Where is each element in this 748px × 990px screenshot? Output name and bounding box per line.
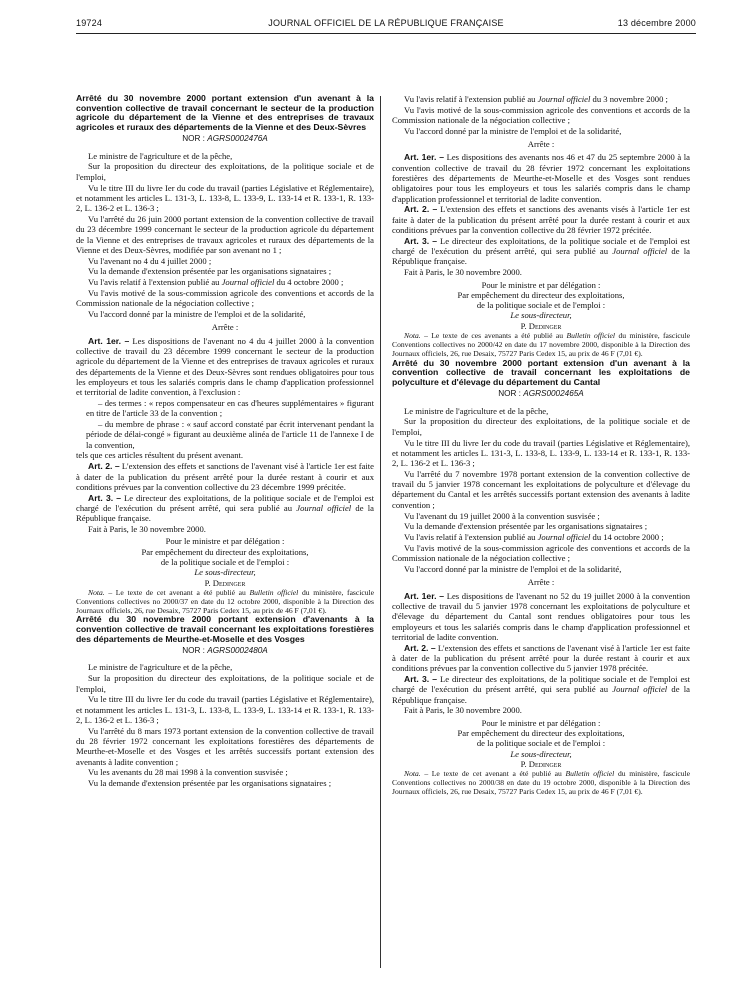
bulletin-name: Bulletin officiel bbox=[249, 587, 299, 597]
nor-label: NOR : bbox=[182, 134, 205, 144]
signatory-name: P. Dedinger bbox=[204, 577, 246, 588]
text-run: Vu l'avis relatif à l'extension publié au bbox=[404, 94, 536, 104]
text-run: Vu l'avis relatif à l'extension publié au bbox=[404, 532, 536, 543]
signed-at: Fait à Paris, le 30 novembre 2000. bbox=[404, 705, 522, 716]
paragraph: Vu le titre III du livre Ier du code du travail (parties Législative et Réglementaire), et notamment les articles L. 131-3, L. 133-8, L. 133-9, L. 133-14 et R. 133-1, R. 133-2, L. 136-2 et L. 136-3 ; bbox=[76, 694, 374, 725]
journal-name: Journal officiel bbox=[612, 246, 668, 257]
paragraph: Vu l'accord donné par la ministre de l'emploi et de la solidarité, bbox=[404, 125, 622, 136]
paragraph: tels que ces articles résultent du présent avenant. bbox=[76, 450, 244, 461]
text-run: du 14 octobre 2000 ; bbox=[592, 532, 664, 543]
arrete-heading: Arrête : bbox=[527, 139, 555, 150]
note-text: – Le texte de cet avenant a été publié au bbox=[108, 587, 246, 597]
article-1 bbox=[392, 152, 690, 203]
note-text: – Le texte de cet avenant a été publié au bbox=[424, 769, 562, 779]
paragraph: Vu l'avenant du 19 juillet 2000 à la convention susvisée ; bbox=[404, 510, 600, 521]
journal-name: Journal officiel bbox=[537, 532, 591, 543]
paragraph: Vu l'avis motivé de la sous-commission agricole des conventions et accords de la Commission nationale de la négociation collective ; bbox=[392, 104, 690, 126]
signature-line: Par empêchement du directeur des exploitations, bbox=[457, 728, 625, 739]
article-2 bbox=[76, 461, 374, 492]
journal-name: Journal officiel bbox=[537, 94, 591, 104]
signatory-title: Le sous-directeur, bbox=[510, 748, 572, 759]
text-run: du 4 octobre 2000 ; bbox=[276, 277, 344, 288]
issue-date: 13 décembre 2000 bbox=[617, 18, 696, 28]
signatory-name: P. Dedinger bbox=[520, 758, 562, 769]
signature-line: Pour le ministre et par délégation : bbox=[481, 279, 601, 290]
article-3 bbox=[392, 674, 690, 705]
arrete-meurthe-vosges bbox=[76, 615, 374, 788]
column-divider bbox=[380, 96, 381, 968]
article-3 bbox=[76, 493, 374, 524]
signature-line: Par empêchement du directeur des exploitations, bbox=[457, 289, 625, 300]
signature-line: Par empêchement du directeur des exploitations, bbox=[141, 546, 309, 557]
nor-reference bbox=[76, 646, 374, 656]
article-1 bbox=[76, 336, 374, 398]
paragraph bbox=[392, 94, 690, 104]
signature-line: Pour le ministre et par délégation : bbox=[165, 536, 285, 547]
signature-line: de la politique sociale et de l'emploi : bbox=[476, 300, 606, 311]
paragraph: Le ministre de l'agriculture et de la pêche, bbox=[404, 405, 549, 416]
signature-line: de la politique sociale et de l'emploi : bbox=[476, 738, 606, 749]
bulletin-name: Bulletin officiel bbox=[565, 769, 615, 779]
paragraph: Sur la proposition du directeur des exploitations, de la politique sociale et de l'emploi, bbox=[76, 673, 374, 694]
nor-reference bbox=[392, 389, 690, 399]
article-text: Le directeur des exploitations, de la politique sociale et de l'emploi est chargé de l'exécution du présent arrêté, qui sera publié au bbox=[392, 674, 691, 695]
article-text: Le directeur des exploitations, de la politique sociale et de l'emploi est chargé de l'exécution du présent arrêté, qui sera publié au bbox=[76, 492, 375, 513]
article-label: Art. 2. – bbox=[404, 204, 438, 215]
bulletin-name: Bulletin officiel bbox=[566, 331, 616, 341]
nor-reference bbox=[76, 134, 374, 144]
arrete-cantal bbox=[392, 359, 690, 797]
arrete-heading: Arrête : bbox=[527, 577, 555, 588]
paragraph: Vu l'arrêté du 8 mars 1973 portant extension de la convention collective de travail du 28 février 1972 concernant les exploitations forestières des départements de Meurthe-et-Moselle et des Vosges et les arrêtés successifs portant extension des avenants à ladite convention ; bbox=[76, 725, 374, 767]
signature-block bbox=[392, 280, 690, 331]
arrete-title: Arrêté du 30 novembre 2000 portant extension d'avenants à la convention collective de travail concernant les exploitations forestières des départements de Meurthe-et-Moselle et des Vosges bbox=[76, 614, 374, 644]
article-label: Art. 2. – bbox=[88, 461, 120, 472]
article-text: L'extension des effets et sanctions de l'avenant visé à l'article 1er est faite à dater de la publication du présent arrêté pour la durée restant à courir et aux conditions prévues par la convention collective du 23 décembre 1999 précitée. bbox=[76, 461, 374, 492]
publication-note bbox=[392, 769, 690, 796]
article-text: L'extension des effets et sanctions des avenants visés à l'article 1er est faite à dater de la publication du présent arrêté pour la durée restant à courir et aux conditions prévues par la convention collective du 28 février 1972 précitée. bbox=[392, 204, 690, 236]
article-2 bbox=[392, 643, 690, 674]
paragraph: Le ministre de l'agriculture et de la pêche, bbox=[88, 662, 233, 673]
article-text: L'extension des effets et sanctions de l'avenant visé à l'article 1er est faite à dater de la publication du présent arrêté pour la durée restant à courir et aux conditions prévues par la convention collective du 5 janvier 1978 précitée. bbox=[392, 642, 690, 674]
paragraph: Vu l'arrêté du 7 novembre 1978 portant extension de la convention collective de travail du 5 janvier 1978 concernant les exploitations de polyculture et d'élevage du département du Cantal et les arrêtés successifs portant extension des avenants à ladite convention ; bbox=[392, 468, 690, 510]
paragraph: Vu l'avenant no 4 du 4 juillet 2000 ; bbox=[88, 255, 212, 266]
paragraph: Vu l'accord donné par la ministre de l'emploi et de la solidarité, bbox=[404, 564, 622, 575]
article-text: de la République française. bbox=[76, 502, 374, 524]
paragraph: Vu l'avis motivé de la sous-commission agricole des conventions et accords de la Commission nationale de la négociation collective ; bbox=[392, 542, 690, 564]
article-label: Art. 2. – bbox=[404, 642, 436, 653]
text-run: du 3 novembre 2000 ; bbox=[592, 94, 668, 104]
publication-note bbox=[76, 588, 374, 615]
note-label: Nota. bbox=[88, 587, 105, 597]
article-label: Art. 1er. – bbox=[404, 152, 445, 163]
article-text: Les dispositions de l'avenant no 52 du 19 juillet 2000 à la convention collective de travail du 5 janvier 1978 concernant les exploitations de polyculture et d'élevage du département du Cantal sont rendues obligatoires pour tous les employeurs et tous les salariés compris dans le champ d'application professionnel et territorial de ladite convention. bbox=[392, 590, 691, 642]
nor-code: AGRS0002465A bbox=[523, 389, 584, 399]
note-label: Nota. bbox=[404, 331, 421, 341]
arrete-title: Arrêté du 30 novembre 2000 portant extension d'un avenant à la convention collective de travail concernant les exploitations de polyculture et d'élevage du département du Cantal bbox=[392, 357, 690, 387]
exclusion-item: – des termes : « repos compensateur en cas d'heures supplémentaires » figurant en titre de l'article 33 de la convention ; bbox=[86, 398, 374, 419]
arrete-title: Arrêté du 30 novembre 2000 portant extension d'un avenant à la convention collective de travail concernant le secteur de la production agricole du département de la Vienne et des entreprises de travaux agricoles et ruraux des départements de la Vienne et des Deux-Sèvres bbox=[76, 93, 374, 132]
left-column bbox=[76, 94, 374, 789]
note-text: – Le texte de ces avenants a été publié au bbox=[424, 331, 564, 341]
paragraph: Vu la demande d'extension présentée par les organisations signataires ; bbox=[88, 778, 332, 789]
article-label: Art. 3. – bbox=[404, 674, 438, 685]
note-label: Nota. bbox=[404, 769, 421, 779]
signed-at: Fait à Paris, le 30 novembre 2000. bbox=[404, 267, 522, 278]
nor-code: AGRS0002476A bbox=[207, 134, 268, 144]
nor-label: NOR : bbox=[182, 646, 205, 656]
paragraph: Vu le titre III du livre Ier du code du travail (parties Législative et Réglementaire), et notamment les articles L. 131-3, L. 133-8, L. 133-9, L. 133-14 et R. 133-1, R. 133-2, L. 136-2 et L. 136-3 ; bbox=[76, 182, 374, 214]
paragraph: Sur la proposition du directeur des exploitations, de la politique sociale et de l'emploi, bbox=[76, 161, 374, 182]
note-text: du ministère, fascicule Conventions collectives no 2000/38 en date du 19 octobre 2000, disponible à la Direction des Journaux officiels, 26, rue Desaix, 75727 Paris Cedex 15, au prix de 46 F (7,01 €). bbox=[392, 769, 691, 797]
paragraph bbox=[392, 532, 690, 542]
article-2 bbox=[392, 204, 690, 235]
paragraph: Vu l'arrêté du 26 juin 2000 portant extension de la convention collective de travail du 23 décembre 1999 concernant le secteur de la production agricole du département de la Vienne et des entreprises de travaux agricoles et ruraux des départements de la Vienne et des Deux-Sèvres, modifiée par son avenant no 1 ; bbox=[76, 213, 374, 255]
arrete-meurthe-vosges-continued bbox=[392, 94, 690, 358]
arrete-heading: Arrête : bbox=[211, 322, 239, 333]
paragraph: Vu la demande d'extension présentée par les organisations signataires ; bbox=[88, 266, 332, 277]
article-label: Art. 1er. – bbox=[88, 335, 130, 346]
journal-name: Journal officiel bbox=[612, 684, 668, 695]
paragraph: Sur la proposition du directeur des exploitations, de la politique sociale et de l'emploi, bbox=[392, 416, 690, 437]
paragraph: Vu la demande d'extension présentée par les organisations signataires ; bbox=[404, 521, 648, 532]
signature-block bbox=[392, 718, 690, 769]
article-3 bbox=[392, 236, 690, 267]
exclusion-item: – du membre de phrase : « sauf accord constaté par écrit intervenant pendant la période de délai-congé » figurant au deuxième alinéa de l'article 11 de l'annexe I de la convention, bbox=[86, 419, 374, 450]
article-label: Art. 3. – bbox=[88, 492, 122, 503]
page-number: 19724 bbox=[76, 18, 103, 28]
signatory-title: Le sous-directeur, bbox=[510, 310, 572, 321]
note-text: du ministère, fascicule Conventions collectives no 2000/37 en date du 12 octobre 2000, disponible à la Direction des Journaux officiels, 26, rue Desaix, 75727 Paris Cedex 15, au prix de 46 F (7,01 €). bbox=[76, 587, 375, 615]
paragraph bbox=[76, 277, 374, 287]
arrete-vienne bbox=[76, 94, 374, 615]
signature-line: Pour le ministre et par délégation : bbox=[481, 717, 601, 728]
nor-label: NOR : bbox=[498, 389, 521, 399]
article-text: de la République française. bbox=[392, 246, 690, 267]
article-text: de la République française. bbox=[392, 684, 690, 705]
article-text: Les dispositions des avenants nos 46 et 47 du 25 septembre 2000 à la convention collective de travail du 28 février 1972 concernant les exploitations forestières des départements de Meurthe-et-Moselle et des Vosges sont rendues obligatoires pour tous les employeurs et tous les salariés compris dans le champ d'application professionnel et territorial de ladite convention. bbox=[392, 152, 691, 204]
note-text: du ministère, fascicule Conventions collectives no 2000/42 en date du 17 novembre 2000, disponible à la Direction des Journaux officiels, 26, rue Desaix, 75727 Paris Cedex 15, au prix de 46 F (7,01 €). bbox=[392, 331, 690, 359]
article-text: Les dispositions de l'avenant no 4 du 4 juillet 2000 à la convention collective de travail du 23 décembre 1999 concernant le secteur de la production agricole du département de la Vienne et des entreprises de travaux agricoles et ruraux des départements de la Vienne et des Deux-Sèvres sont rendues obligatoires pour tous les employeurs et tous les salariés compris dans le champ d'application professionnel et territorial de ladite convention, à l'exclusion : bbox=[76, 335, 375, 398]
text-run: Vu l'avis relatif à l'extension publié au bbox=[88, 277, 220, 288]
signatory-name: P. Dedinger bbox=[520, 320, 562, 331]
page-header bbox=[76, 18, 696, 32]
signed-at: Fait à Paris, le 30 novembre 2000. bbox=[88, 524, 206, 535]
publication-note bbox=[392, 331, 690, 358]
journal-name: Journal officiel bbox=[221, 277, 275, 288]
paragraph: Vu les avenants du 28 mai 1998 à la convention susvisée ; bbox=[88, 767, 288, 778]
paragraph: Vu l'avis motivé de la sous-commission agricole des conventions et accords de la Commission nationale de la négociation collective ; bbox=[76, 288, 374, 309]
publication-title: JOURNAL OFFICIEL DE LA RÉPUBLIQUE FRANÇAISE bbox=[268, 18, 504, 28]
signature-block bbox=[76, 536, 374, 587]
article-label: Art. 1er. – bbox=[404, 590, 445, 601]
header-rule bbox=[76, 33, 696, 34]
article-label: Art. 3. – bbox=[404, 235, 438, 246]
signatory-title: Le sous-directeur, bbox=[194, 567, 256, 578]
journal-name: Journal officiel bbox=[296, 502, 352, 513]
signature-line: de la politique sociale et de l'emploi : bbox=[160, 556, 290, 567]
paragraph: Vu le titre III du livre Ier du code du travail (parties Législative et Réglementaire), et notamment les articles L. 131-3, L. 133-8, L. 133-9, L. 133-14 et R. 133-1, R. 133-2, L. 136-2 et L. 136-3 ; bbox=[392, 437, 690, 469]
article-text: Le directeur des exploitations, de la politique sociale et de l'emploi est chargé de l'exécution du présent arrêté, qui sera publié au bbox=[392, 235, 691, 257]
right-column bbox=[392, 94, 690, 797]
article-1 bbox=[392, 591, 690, 642]
paragraph: Vu l'accord donné par la ministre de l'emploi et de la solidarité, bbox=[88, 309, 306, 320]
paragraph: Le ministre de l'agriculture et de la pêche, bbox=[88, 150, 233, 161]
nor-code: AGRS0002480A bbox=[207, 646, 268, 656]
